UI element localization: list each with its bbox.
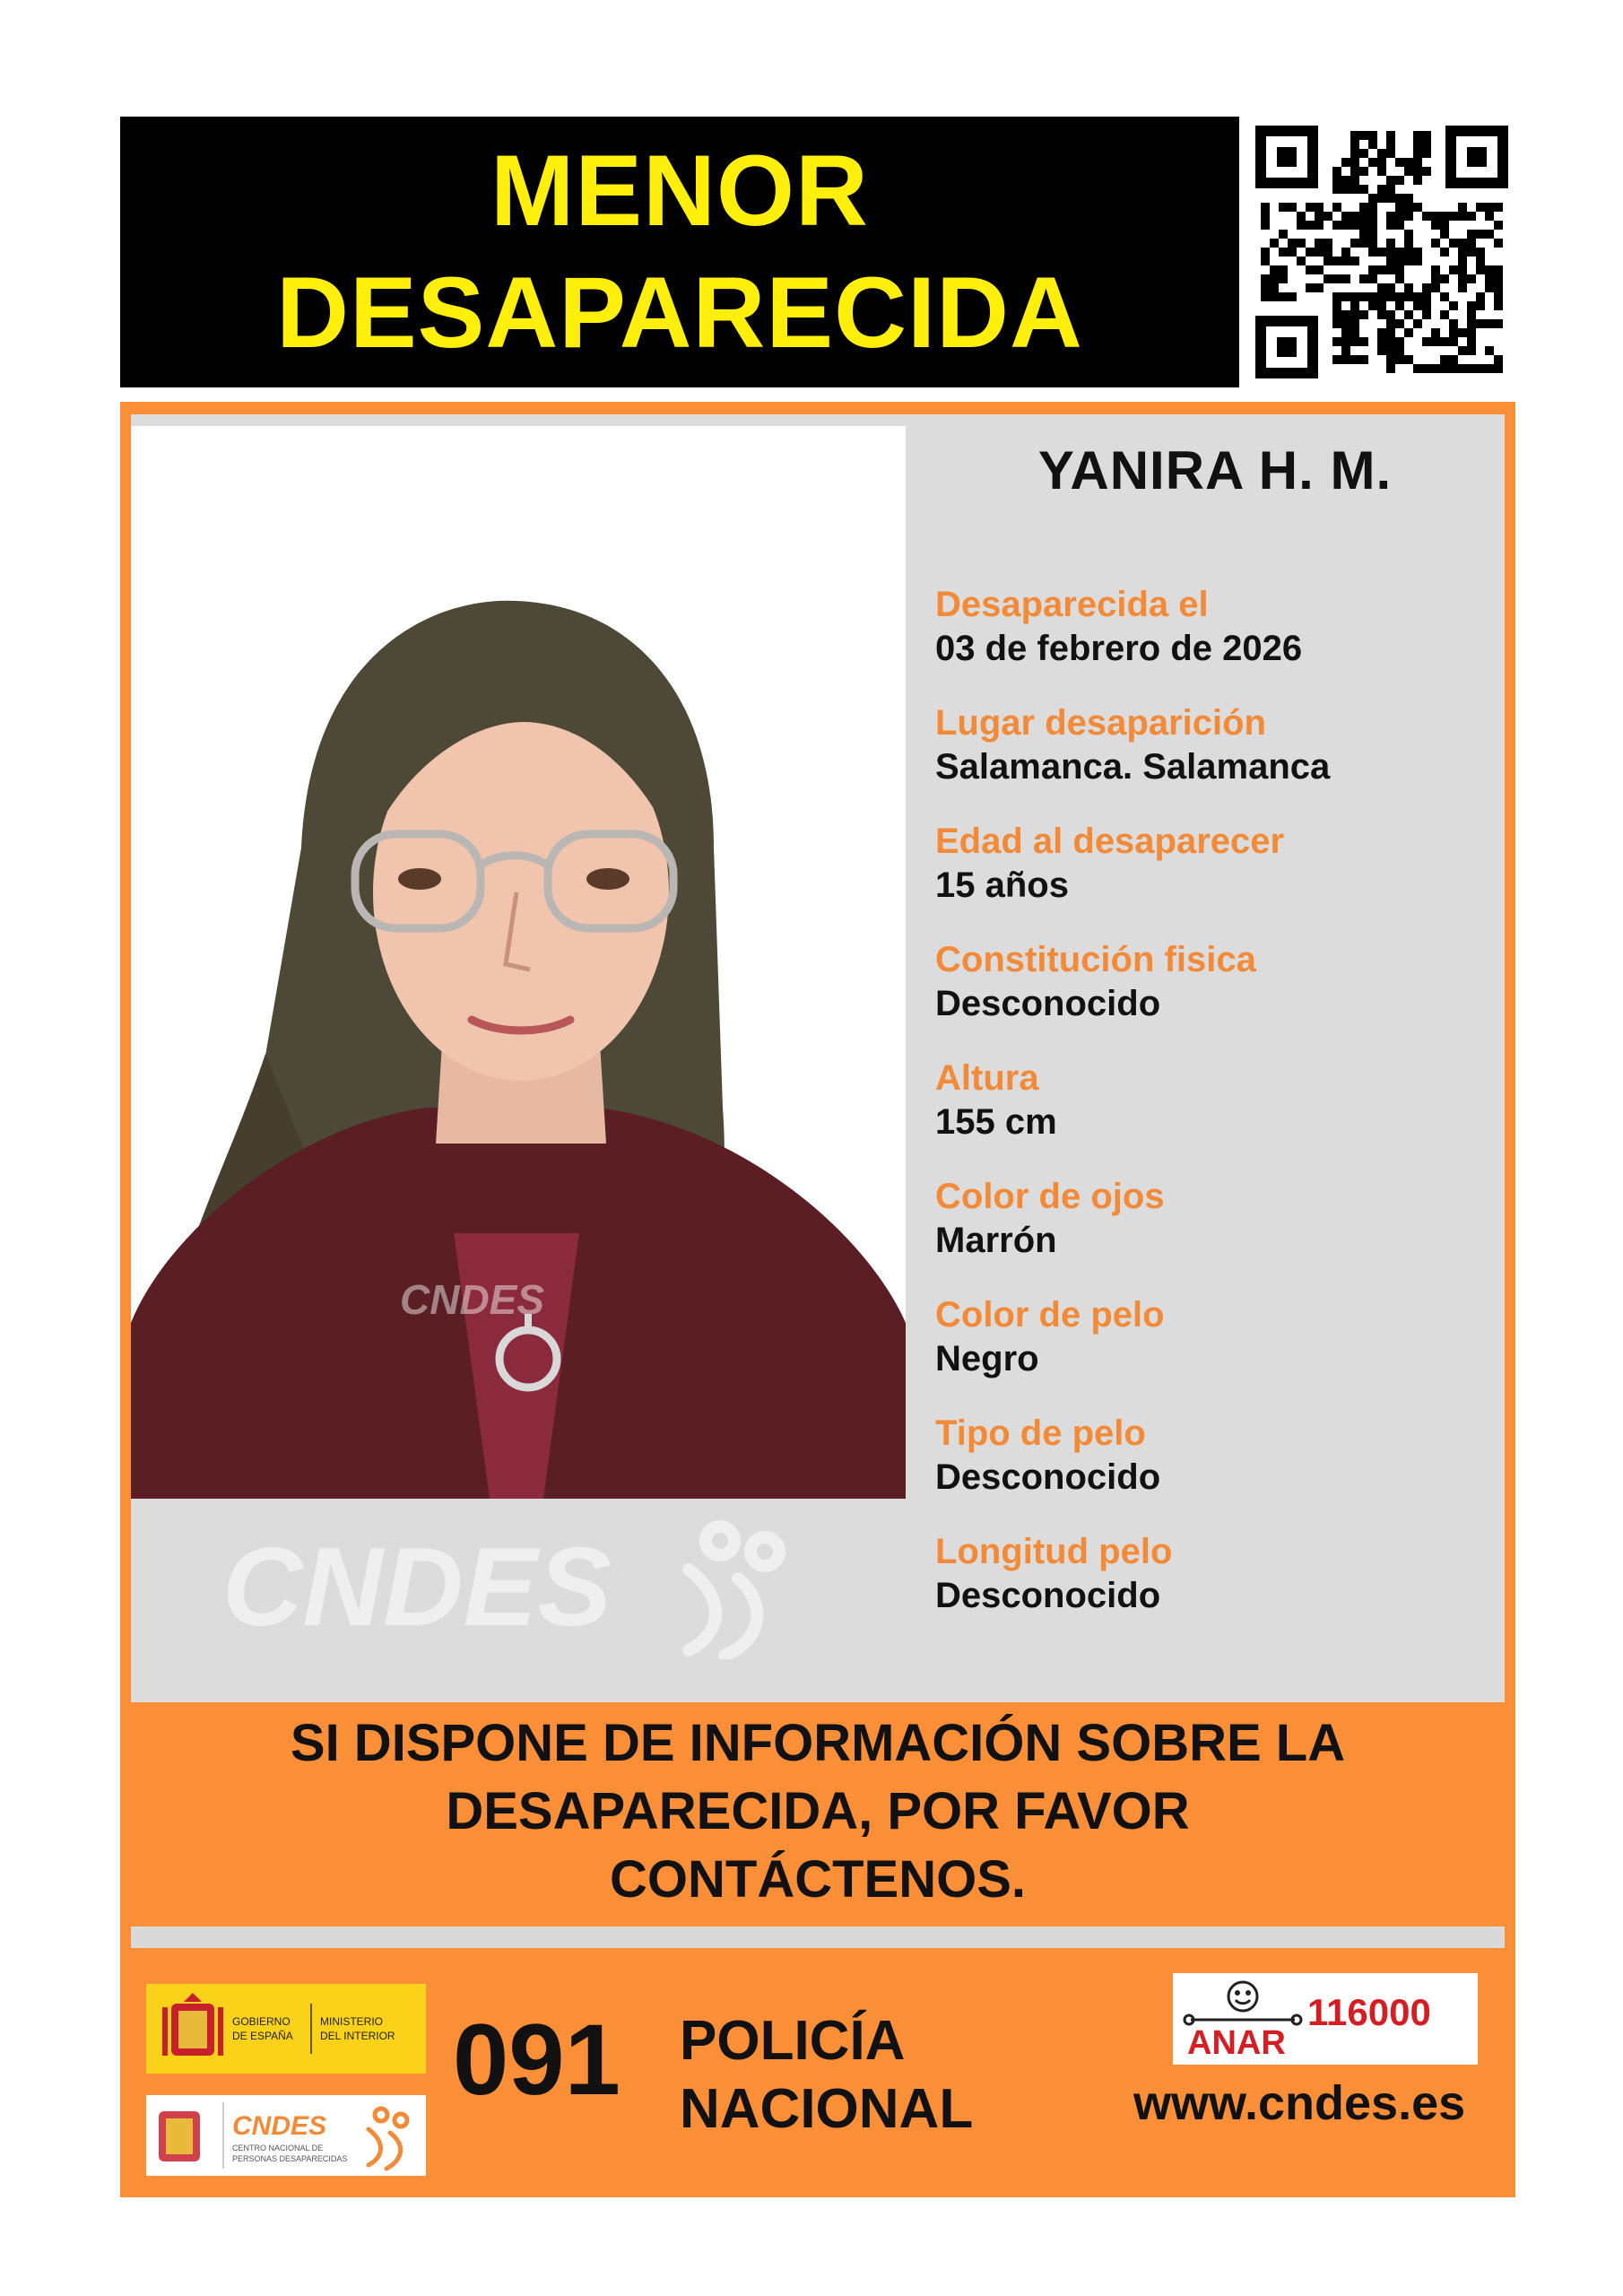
- detail-value-hair-color: Negro: [935, 1339, 1039, 1378]
- detail-label-place: Lugar desaparición: [935, 703, 1266, 743]
- missing-person-photo: [131, 426, 906, 1499]
- gov-logo-graphic: [146, 1984, 426, 2074]
- police-phone-number[interactable]: 091: [453, 2004, 621, 2116]
- contact-message-line-1: SI DISPONE DE INFORMACIÓN SOBRE LA: [290, 1714, 1346, 1772]
- gov-text-2: DE ESPAÑA: [232, 2030, 293, 2042]
- cndes-logo: [146, 2095, 426, 2176]
- detail-label-hair-type: Tipo de pelo: [935, 1413, 1146, 1453]
- coat-of-arms-icon: [159, 2111, 200, 2161]
- detail-value-build: Desconocido: [935, 984, 1161, 1023]
- police-name: [680, 2007, 973, 2144]
- qr-code[interactable]: [1248, 118, 1515, 386]
- ministry-text-2: DEL INTERIOR: [320, 2030, 395, 2042]
- detail-label-eye-color: Color de ojos: [935, 1177, 1165, 1216]
- poster-title: [120, 130, 1239, 390]
- anar-text: ANAR: [1187, 2024, 1286, 2062]
- police-name-line-1: POLICÍA: [680, 2010, 906, 2072]
- detail-value-hair-type: Desconocido: [935, 1457, 1161, 1497]
- person-name: YANIRA H. M.: [1037, 440, 1393, 500]
- contact-message-line-2: DESAPARECIDA, POR FAVOR: [446, 1782, 1190, 1840]
- detail-value-age: 15 años: [935, 865, 1069, 905]
- contact-message-line-3: CONTÁCTENOS.: [610, 1850, 1026, 1909]
- title-line-2: DESAPARECIDA: [276, 257, 1083, 369]
- detail-label-hair-length: Longitud pelo: [935, 1532, 1173, 1571]
- government-logo: [146, 1984, 426, 2074]
- anar-phone-number: 116000: [1307, 1991, 1431, 2033]
- cndes-watermark: [222, 1516, 814, 1659]
- detail-label-height: Altura: [935, 1058, 1039, 1098]
- detail-value-date: 03 de febrero de 2026: [935, 629, 1303, 668]
- cndes-subtext-2: PERSONAS DESAPARECIDAS: [232, 2154, 348, 2163]
- detail-value-height: 155 cm: [935, 1102, 1057, 1142]
- cndes-subtext-1: CENTRO NACIONAL DE: [232, 2144, 324, 2152]
- divider: [131, 1926, 1505, 1948]
- contact-message: [131, 1709, 1505, 1925]
- svg-text:CNDES: CNDES: [400, 1276, 545, 1323]
- detail-label-build: Constitución fisica: [935, 940, 1256, 979]
- gov-text-1: GOBIERNO: [232, 2015, 291, 2028]
- detail-label-age: Edad al desaparecer: [935, 822, 1285, 861]
- title-line-1: MENOR: [490, 135, 869, 247]
- detail-value-hair-length: Desconocido: [935, 1576, 1161, 1615]
- portrait-illustration: [131, 426, 906, 1499]
- watermark-graphic: [222, 1516, 814, 1659]
- detail-label-date: Desaparecida el: [935, 585, 1209, 624]
- ministry-text-1: MINISTERIO: [320, 2015, 384, 2028]
- anar-logo-graphic: [1173, 1973, 1478, 2065]
- detail-value-place: Salamanca. Salamanca: [935, 747, 1331, 787]
- cndes-logo-text: CNDES: [232, 2111, 327, 2141]
- police-name-line-2: NACIONAL: [680, 2078, 974, 2140]
- watermark-text: CNDES: [222, 1526, 612, 1649]
- detail-value-eye-color: Marrón: [935, 1221, 1057, 1260]
- detail-label-hair-color: Color de pelo: [935, 1295, 1165, 1335]
- website-link[interactable]: www.cndes.es: [1133, 2076, 1466, 2130]
- cndes-logo-graphic: [146, 2095, 426, 2176]
- anar-logo: [1173, 1973, 1478, 2065]
- qr-code-graphic: [1248, 118, 1515, 386]
